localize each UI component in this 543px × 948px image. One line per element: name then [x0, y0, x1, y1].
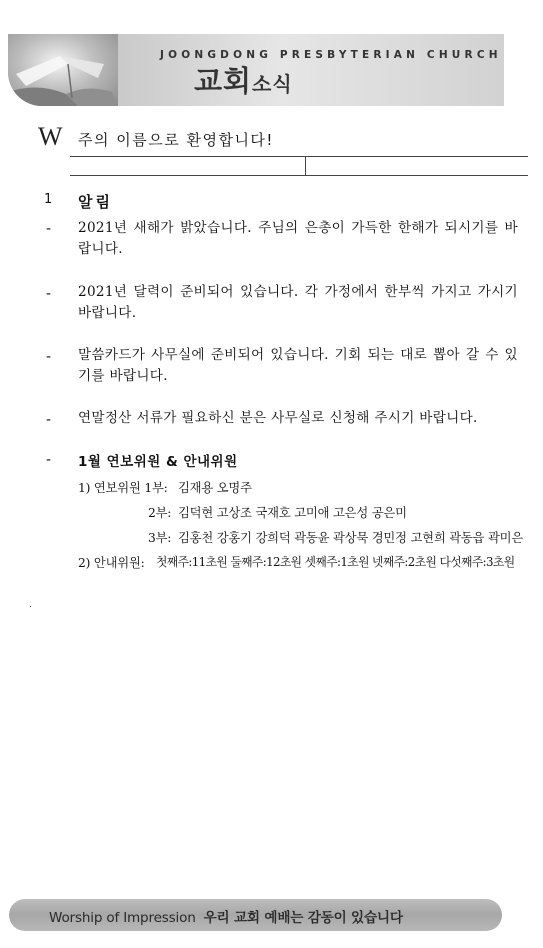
- offering-members-3: 김홍천 강홍기 강희덕 곽동윤 곽상묵 경민정 고현희 곽동읍 곽미은: [178, 531, 523, 545]
- offering-label: 1) 연보위원 1부:: [78, 481, 168, 495]
- bullet-marker: -: [46, 349, 52, 365]
- offering-members-2: 김덕현 고상조 국재호 고미애 고은성 공은미: [178, 506, 407, 520]
- section-number: 1: [44, 192, 53, 207]
- scan-speck: [30, 606, 31, 607]
- welcome-heading: 주의 이름으로 환영합니다!: [78, 131, 274, 149]
- footer-korean: 우리 교회 예배는 감동이 있습니다: [203, 910, 403, 926]
- bullet-marker: -: [46, 412, 52, 428]
- notice-item: 말씀카드가 사무실에 준비되어 있습니다. 기회 되는 대로 뽑아 갈 수 있기를 바랍니다.: [78, 347, 518, 384]
- welcome-marker: W: [38, 122, 63, 151]
- notice-item: 2021년 새해가 밝았습니다. 주님의 은총이 가득한 한해가 되시기를 바랍니다.: [78, 220, 518, 257]
- title-small: 소식: [252, 72, 293, 96]
- footer-english: Worship of Impression: [49, 910, 196, 926]
- divider-top: [70, 156, 528, 157]
- page-title: [194, 64, 293, 98]
- usher-schedule: 첫째주:11초원 둘째주:12초원 셋째주:1초원 넷째주:2초원 다섯째주:3초원: [156, 555, 515, 569]
- usher-label: 2) 안내위원:: [78, 556, 145, 570]
- offering-label-2: 2부:: [148, 506, 172, 520]
- header-banner: [8, 34, 504, 106]
- bullet-marker: -: [46, 286, 52, 302]
- bullet-marker: -: [46, 221, 52, 237]
- church-name: JOONGDONG PRESBYTERIAN CHURCH: [160, 49, 502, 61]
- notice-item: 2021년 달력이 준비되어 있습니다. 각 가정에서 한부씩 가지고 가시기 바랍니다.: [78, 284, 518, 321]
- notice-item: 연말정산 서류가 필요하신 분은 사무실로 신청해 주시기 바랍니다.: [78, 410, 478, 426]
- divider-bottom: [70, 175, 528, 176]
- offering-members-1: 김재용 오명주: [178, 481, 252, 495]
- divider-vertical: [305, 156, 306, 175]
- footer-text: [49, 906, 403, 926]
- bullet-marker: -: [46, 452, 52, 468]
- title-big: 교회: [194, 64, 253, 98]
- section-title: 알림: [78, 193, 113, 211]
- offering-label-3: 3부:: [148, 531, 172, 545]
- footer-banner: [9, 899, 502, 931]
- bible-hands-photo: [8, 34, 118, 106]
- committee-title: 1월 연보위원 & 안내위원: [78, 454, 238, 470]
